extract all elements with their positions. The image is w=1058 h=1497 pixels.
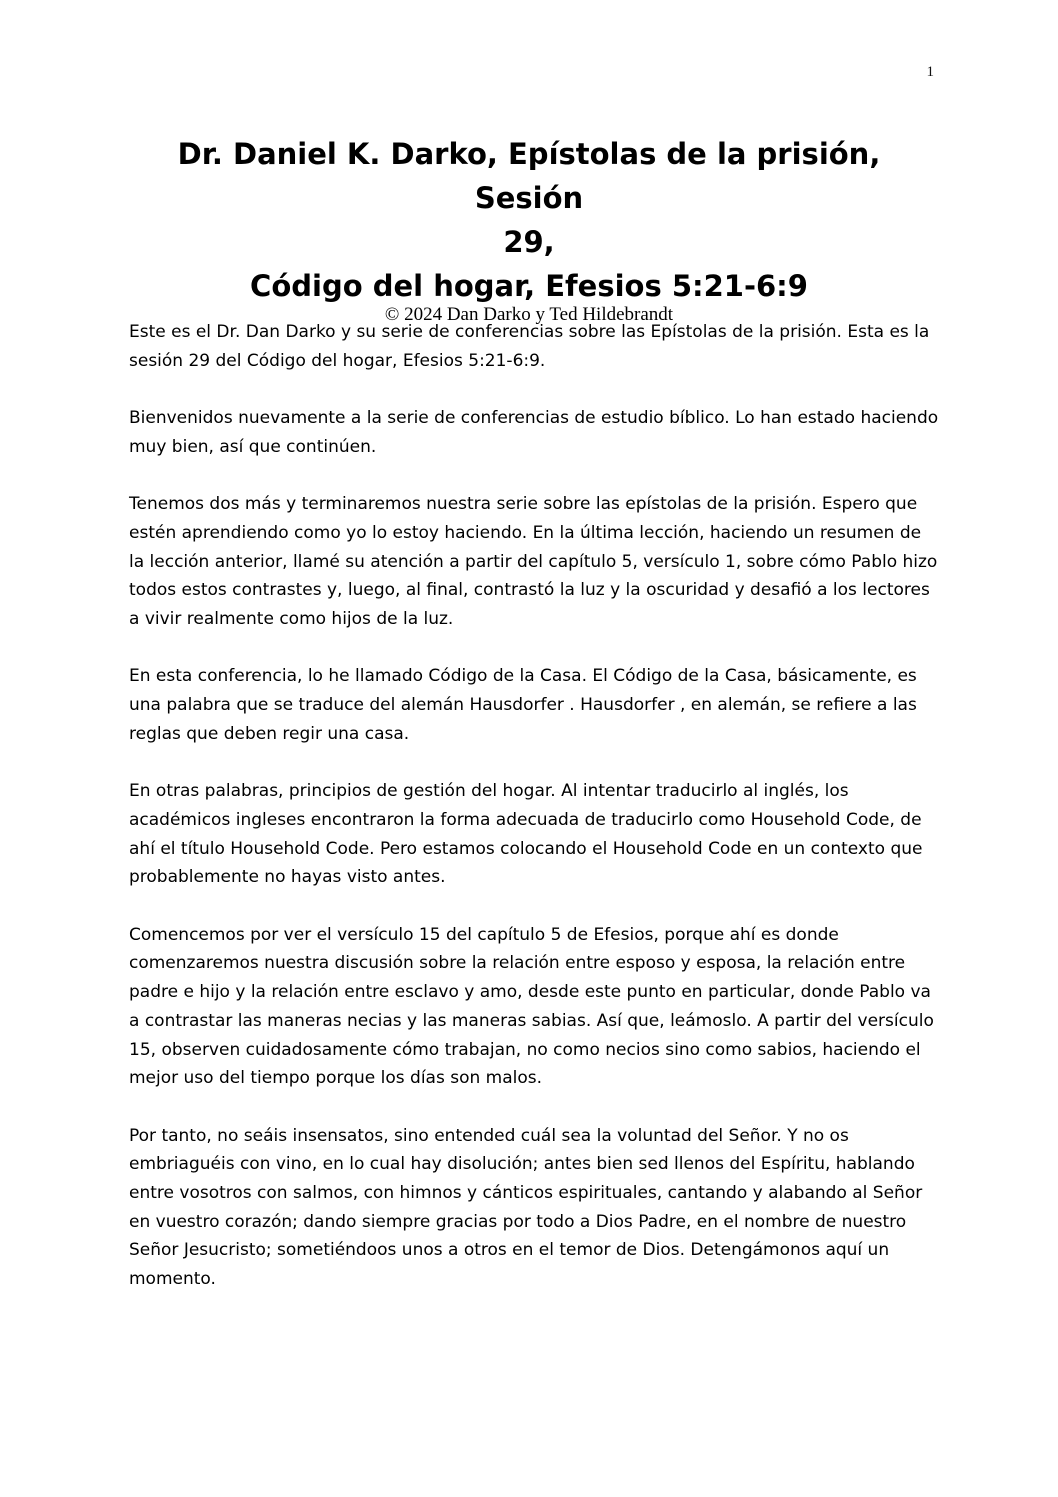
title-line: 29, bbox=[503, 225, 555, 259]
paragraph: En otras palabras, principios de gestión del hogar. Al intentar traducirlo al inglés, los académicos ingleses encontraron la forma adecuada de traducirlo como Household Code, de ahí el título Household Code. Pero estamos colocando el Household Code en un contexto que probablemente no hayas visto antes. bbox=[129, 781, 923, 888]
title-block bbox=[128, 132, 930, 327]
paragraph: Este es el Dr. Dan Darko y su serie de conferencias sobre las Epístolas de la prisión. Esta es la sesión 29 del Código del hogar, Efesios 5:21-6:9. bbox=[129, 322, 930, 371]
title-line: Código del hogar, Efesios 5:21-6:9 bbox=[250, 269, 808, 303]
title-line: Dr. Daniel K. Darko, Epístolas de la prisión, Sesión bbox=[177, 137, 881, 215]
page-number: 1 bbox=[926, 64, 934, 80]
paragraph: En esta conferencia, lo he llamado Código de la Casa. El Código de la Casa, básicamente, es una palabra que se traduce del alemán Hausdorfer . Hausdorfer , en alemán, se refiere a las reglas que deben regir una casa. bbox=[129, 666, 917, 744]
document-body bbox=[129, 318, 939, 1323]
page-title bbox=[128, 132, 930, 308]
paragraph: Bienvenidos nuevamente a la serie de conferencias de estudio bíblico. Lo han estado haciendo muy bien, así que continúen. bbox=[129, 408, 939, 457]
copyright-line: © 2024 Dan Darko y Ted Hildebrandt bbox=[384, 304, 674, 325]
paragraph: Tenemos dos más y terminaremos nuestra serie sobre las epístolas de la prisión. Espero que estén aprendiendo como yo lo estoy haciendo. En la última lección, haciendo un resumen de la lección anterior, llamé su atención a partir del capítulo 5, versículo 1, sobre cómo Pablo hizo todos estos contrastes y, luego, al final, contrastó la luz y la oscuridad y desafió a los lectores a vivir realmente como hijos de la luz. bbox=[129, 494, 938, 629]
paragraph: Comencemos por ver el versículo 15 del capítulo 5 de Efesios, porque ahí es donde comenzaremos nuestra discusión sobre la relación entre esposo y esposa, la relación entre padre e hijo y la relación entre esclavo y amo, desde este punto en particular, donde Pablo va a contrastar las maneras necias y las maneras sabias. Así que, leámoslo. A partir del versículo 15, observen cuidadosamente cómo trabajan, no como necios sino como sabios, haciendo el mejor uso del tiempo porque los días son malos. bbox=[129, 924, 934, 1089]
paragraph: Por tanto, no seáis insensatos, sino entended cuál sea la voluntad del Señor. Y no os embriaguéis con vino, en lo cual hay disolución; antes bien sed llenos del Espíritu, hablando entre vosotros con salmos, con himnos y cánticos espirituales, cantando y alabando al Señor en vuestro corazón; dando siempre gracias por todo a Dios Padre, en el nombre de nuestro Señor Jesucristo; sometiéndoos unos a otros en el temor de Dios. Detengámonos aquí un momento. bbox=[129, 1125, 923, 1290]
